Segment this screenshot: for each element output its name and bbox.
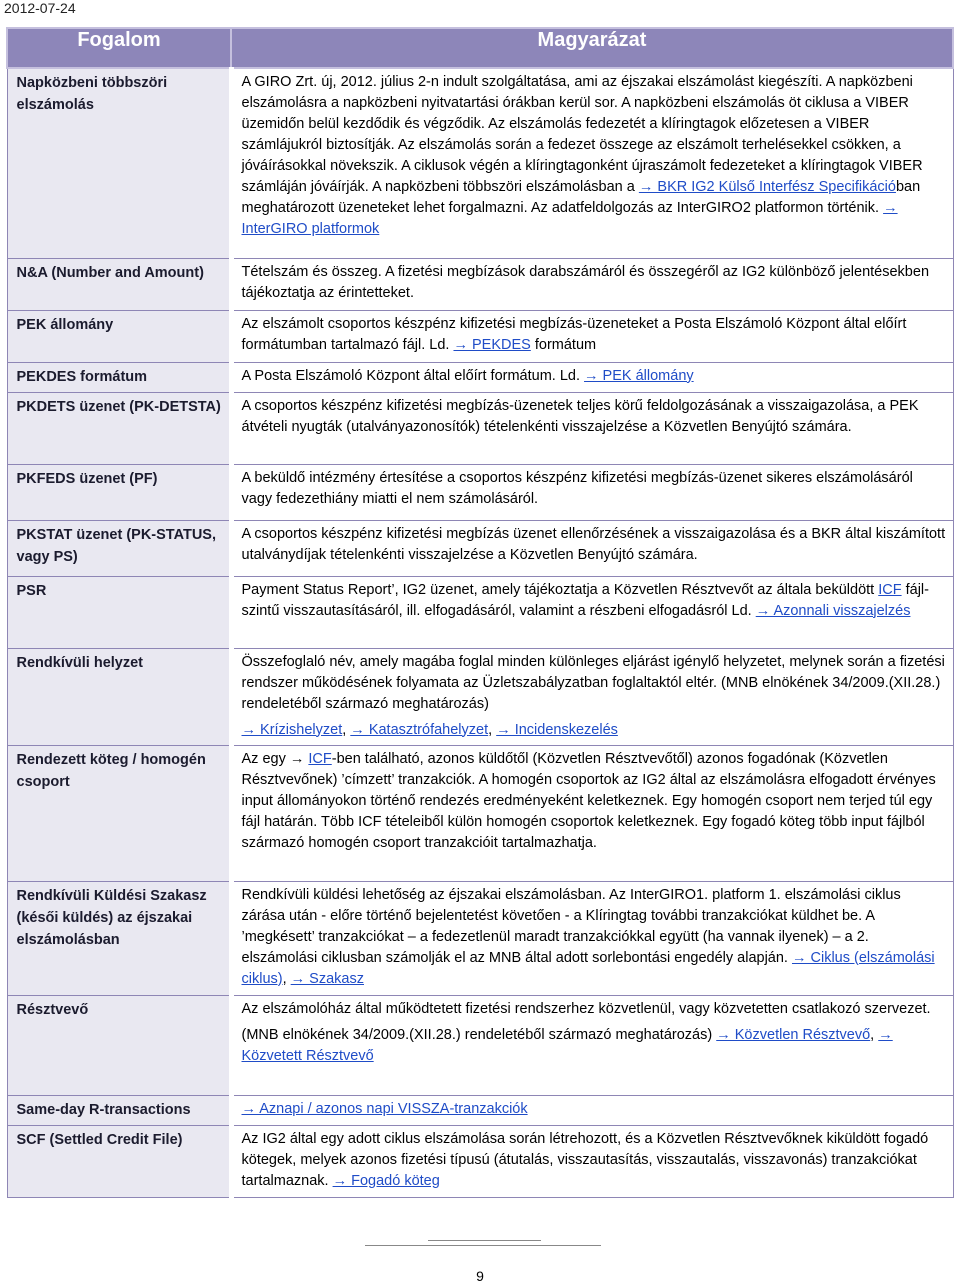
table-row xyxy=(7,881,953,995)
column-header-explanation: Magyarázat xyxy=(231,28,953,68)
term-cell: SCF (Settled Credit File) xyxy=(7,1125,231,1197)
definition-text: (MNB elnökének 34/2009.(XII.28.) rendeletéből származó meghatározás) xyxy=(241,1026,717,1043)
table-row xyxy=(7,68,953,258)
link-kozvetett-resztvevo[interactable]: → Közvetett Résztvevő xyxy=(241,1026,893,1064)
definition-text: A GIRO Zrt. új, 2012. július 2-n indult szolgáltatása, ami az éjszakai elszámolást kiegészíti. A napközbeni elszámolásra a napközbeni nyitvatartási órákban kerül sor. A napközbeni elszámolás öt ciklusa a VIBER üzemidőn belül kezdődik és végződik. Az elszámolás fedezetét a klíringtagok előzetesen a VIBER számlájukról biztosítják. Az elszámolás során a fedezet összege az elszámolt terhelésekkel csökken, a jóváírásokkal növekszik. A ciklusok végén a klíringtagonként újraszámolt fedezeteket a klíringtagok VIBER számláján jóváírják. A napközbeni többszöri elszámolásban a xyxy=(241,74,923,195)
footer-divider xyxy=(365,1245,601,1246)
term-cell: PEKDES formátum xyxy=(7,362,231,392)
definition-text: fájl-szintű visszautasításáról, ill. elfogadásáról, valamint a részbeni elfogadásról Ld. xyxy=(241,581,929,619)
table-row xyxy=(7,392,953,464)
definition-text: Az elszámolóház által működtetett fizetési rendszerhez közvetlenül, vagy közvetetten csatlakozó szervezet. xyxy=(241,1000,931,1017)
definition-text: Payment Status Report’, IG2 üzenet, amely tájékoztatja a Közvetlen Résztvevőt az általa beküldött xyxy=(241,581,879,598)
term-cell: PKDETS üzenet (PK-DETSTA) xyxy=(7,392,231,464)
definition-text: -ben található, azonos küldőtől (Közvetlen Résztvevőtől) azonos fogadónak (Közvetlen Résztvevőnek) ’címzett’ tranzakciók. A homogén csoportok az IG2 által az elszámolásra elfogadott érvényes input állományokon történő rendezés eredményeként keletkeznek. Egy homogén csoport nem terjed túl egy fájl határán. Több ICF tételeiből külön homogén csoportok keletkeznek. Egy fogadó köteg több input fájlból származó homogén csoport tranzakcióit tartalmazhatja. xyxy=(241,750,936,851)
definition-text: Rendkívüli küldési lehetőség az éjszakai elszámolásban. Az InterGIRO1. platform 1. elszámolási ciklus zárása után - előre történő bejelentetést követően - a Klíringtag további tranzakciókat küldhet be. A ’megkésett’ tranzakciókat – a fedezetlenül maradt tranzakciókkal együtt (ha vannak ilyenek) – a 2. elszámolási ciklusban számolják el az MNB által adott sorlebontási engedély alapján. xyxy=(241,886,901,966)
definition-cell xyxy=(231,68,953,258)
link-intergiro-platformok[interactable]: → InterGIRO platformok xyxy=(241,200,898,237)
definition-text: Összefoglaló név, amely magába foglal minden különleges eljárást igénylő helyzetet, melynek során a fizetési rendszer működésének folyamata az Üzletszabályzatban foglaltaktól eltér. (MNB elnökének 34/2009.(XII.28.) rendeletéből származó meghatározás) xyxy=(241,653,945,712)
term-cell: PSR xyxy=(7,576,231,648)
link-icf[interactable]: ICF xyxy=(878,581,902,598)
page-number: 9 xyxy=(476,1268,484,1284)
definition-text: Az IG2 által egy adott ciklus elszámolása során létrehozott, és a Közvetlen Résztvevőknek kiküldött fogadó kötegek, melyek azonos fizetési típusú (átutalás, visszautasítás, visszautalás, visszavonás) tranzakciókat tartalmaznak. xyxy=(241,1130,929,1189)
table-row xyxy=(7,258,953,310)
table-row xyxy=(7,1095,953,1125)
definition-cell xyxy=(231,745,953,881)
page-date: 2012-07-24 xyxy=(4,0,76,16)
table-row xyxy=(7,520,953,576)
definition-cell xyxy=(231,576,953,648)
term-cell: PKFEDS üzenet (PF) xyxy=(7,464,231,520)
term-cell: Napközbeni többszöri elszámolás xyxy=(7,68,231,258)
definition-cell xyxy=(231,258,953,310)
term-cell: N&A (Number and Amount) xyxy=(7,258,231,310)
table-row xyxy=(7,362,953,392)
column-header-term: Fogalom xyxy=(7,28,231,68)
link-kozvetlen-resztvevo[interactable]: → Közvetlen Résztvevő xyxy=(716,1026,871,1043)
definition-cell: Összefoglaló név, amely magába foglal minden különleges eljárást igénylő helyzetet, melynek során a fizetési rendszer működésének folyamata az Üzletszabályzatban foglaltaktól eltér. (MNB elnökének 34/2009.(XII.28.) rendeletéből származó meghatározás) → Krízishelyzet, → Katasztrófahelyzet, → Incidenskezelés xyxy=(231,648,953,745)
definition-text: ban meghatározott üzeneteket lehet forgalmazni. Az adatfeldolgozás az InterGIRO2 platformon történik. xyxy=(241,179,921,216)
table-row xyxy=(7,310,953,362)
definition-cell xyxy=(231,1095,953,1125)
definition-text: A csoportos készpénz kifizetési megbízás-üzenetek teljes körű feldolgozásának a visszaigazolása, a PEK átvételi nyugták (utalványazonosítók) tételenkénti visszajelzése a Közvetlen Benyújtó számára. xyxy=(241,397,919,435)
definition-cell xyxy=(231,1125,953,1197)
link-szakasz[interactable]: → Szakasz xyxy=(290,970,364,987)
link-icf[interactable]: ICF xyxy=(308,750,332,767)
definition-cell: Az elszámolóház által működtetett fizetési rendszerhez közvetlenül, vagy közvetetten csatlakozó szervezet. (MNB elnökének 34/2009.(XII.28.) rendeletéből származó meghatározás) → Közvetlen Résztvevő, → Közvetett Résztvevő xyxy=(231,995,953,1095)
term-cell: Résztvevő xyxy=(7,995,231,1095)
definition-cell xyxy=(231,464,953,520)
definition-text: formátum xyxy=(530,336,597,353)
definition-cell xyxy=(231,310,953,362)
table-header-row xyxy=(7,28,953,68)
definition-text: Az egy → xyxy=(241,750,309,767)
footer-divider-short xyxy=(428,1240,541,1241)
link-pek-allomany[interactable]: → PEK állomány xyxy=(584,367,694,384)
definition-text: A beküldő intézmény értesítése a csoportos készpénz kifizetési megbízás-üzenet sikeres elszámolásáról vagy fedezethiány miatti el nem számolásáról. xyxy=(241,469,913,507)
term-cell: Same-day R-transactions xyxy=(7,1095,231,1125)
table-row xyxy=(7,464,953,520)
definition-text: A csoportos készpénz kifizetési megbízás üzenet ellenőrzésének a visszaigazolása és a BKR által kiszámított utalványdíjak tételenkénti visszajelzése a Közvetlen Benyújtó számára. xyxy=(241,525,946,563)
definition-cell xyxy=(231,392,953,464)
link-krizishelyzet[interactable]: → Krízishelyzet xyxy=(241,721,343,738)
definition-cell xyxy=(231,362,953,392)
link-pekdes[interactable]: → PEKDES xyxy=(453,336,531,353)
term-cell: Rendkívüli Küldési Szakasz (késői küldés) az éjszakai elszámolásban xyxy=(7,881,231,995)
table-row xyxy=(7,1125,953,1197)
glossary-table xyxy=(6,27,954,1198)
table-row xyxy=(7,576,953,648)
term-cell: Rendezett köteg / homogén csoport xyxy=(7,745,231,881)
definition-cell: Rendkívüli küldési lehetőség az éjszakai elszámolásban. Az InterGIRO1. platform 1. elszámolási ciklus zárása után - előre történő bejelentetést követően - a Klíringtag további tranzakciókat küldhet be. A ’megkésett’ tranzakciókat – a fedezetlenül maradt tranzakciókkal együtt (ha vannak ilyenek) – a 2. elszámolási ciklusban számolják el az MNB által adott sorlebontási engedély alapján. → Ciklus (elszámolási ciklus), → Szakasz xyxy=(231,881,953,995)
definition-text: Tételszám és összeg. A fizetési megbízások darabszámáról és összegéről az IG2 különböző jelentésekben tájékoztatja az érintetteket. xyxy=(241,263,930,301)
link-aznapi-vissza-tranzakciok[interactable]: → Aznapi / azonos napi VISSZA-tranzakciók xyxy=(241,1100,528,1117)
link-azonnali-visszajelzes[interactable]: → Azonnali visszajelzés xyxy=(755,602,911,619)
table-row xyxy=(7,648,953,745)
term-cell: Rendkívüli helyzet xyxy=(7,648,231,745)
table-row xyxy=(7,745,953,881)
link-fogado-koteg[interactable]: → Fogadó köteg xyxy=(332,1172,440,1189)
definition-text: A Posta Elszámoló Központ által előírt formátum. Ld. xyxy=(241,367,585,384)
link-katasztrofahelyzet[interactable]: → Katasztrófahelyzet xyxy=(350,721,489,738)
definition-cell xyxy=(231,520,953,576)
definition-text: Az elszámolt csoportos készpénz kifizetési megbízás-üzeneteket a Posta Elszámoló Központ által előírt formátumban tartalmazó fájl. Ld. xyxy=(241,315,907,353)
link-incidenskezeles[interactable]: → Incidenskezelés xyxy=(496,721,618,738)
link-bkr-ig2-spec[interactable]: → BKR IG2 Külső Interfész Specifikáció xyxy=(638,179,896,195)
link-ciklus[interactable]: → Ciklus (elszámolási ciklus) xyxy=(241,949,935,987)
term-cell: PEK állomány xyxy=(7,310,231,362)
term-cell: PKSTAT üzenet (PK-STATUS, vagy PS) xyxy=(7,520,231,576)
table-row xyxy=(7,995,953,1095)
